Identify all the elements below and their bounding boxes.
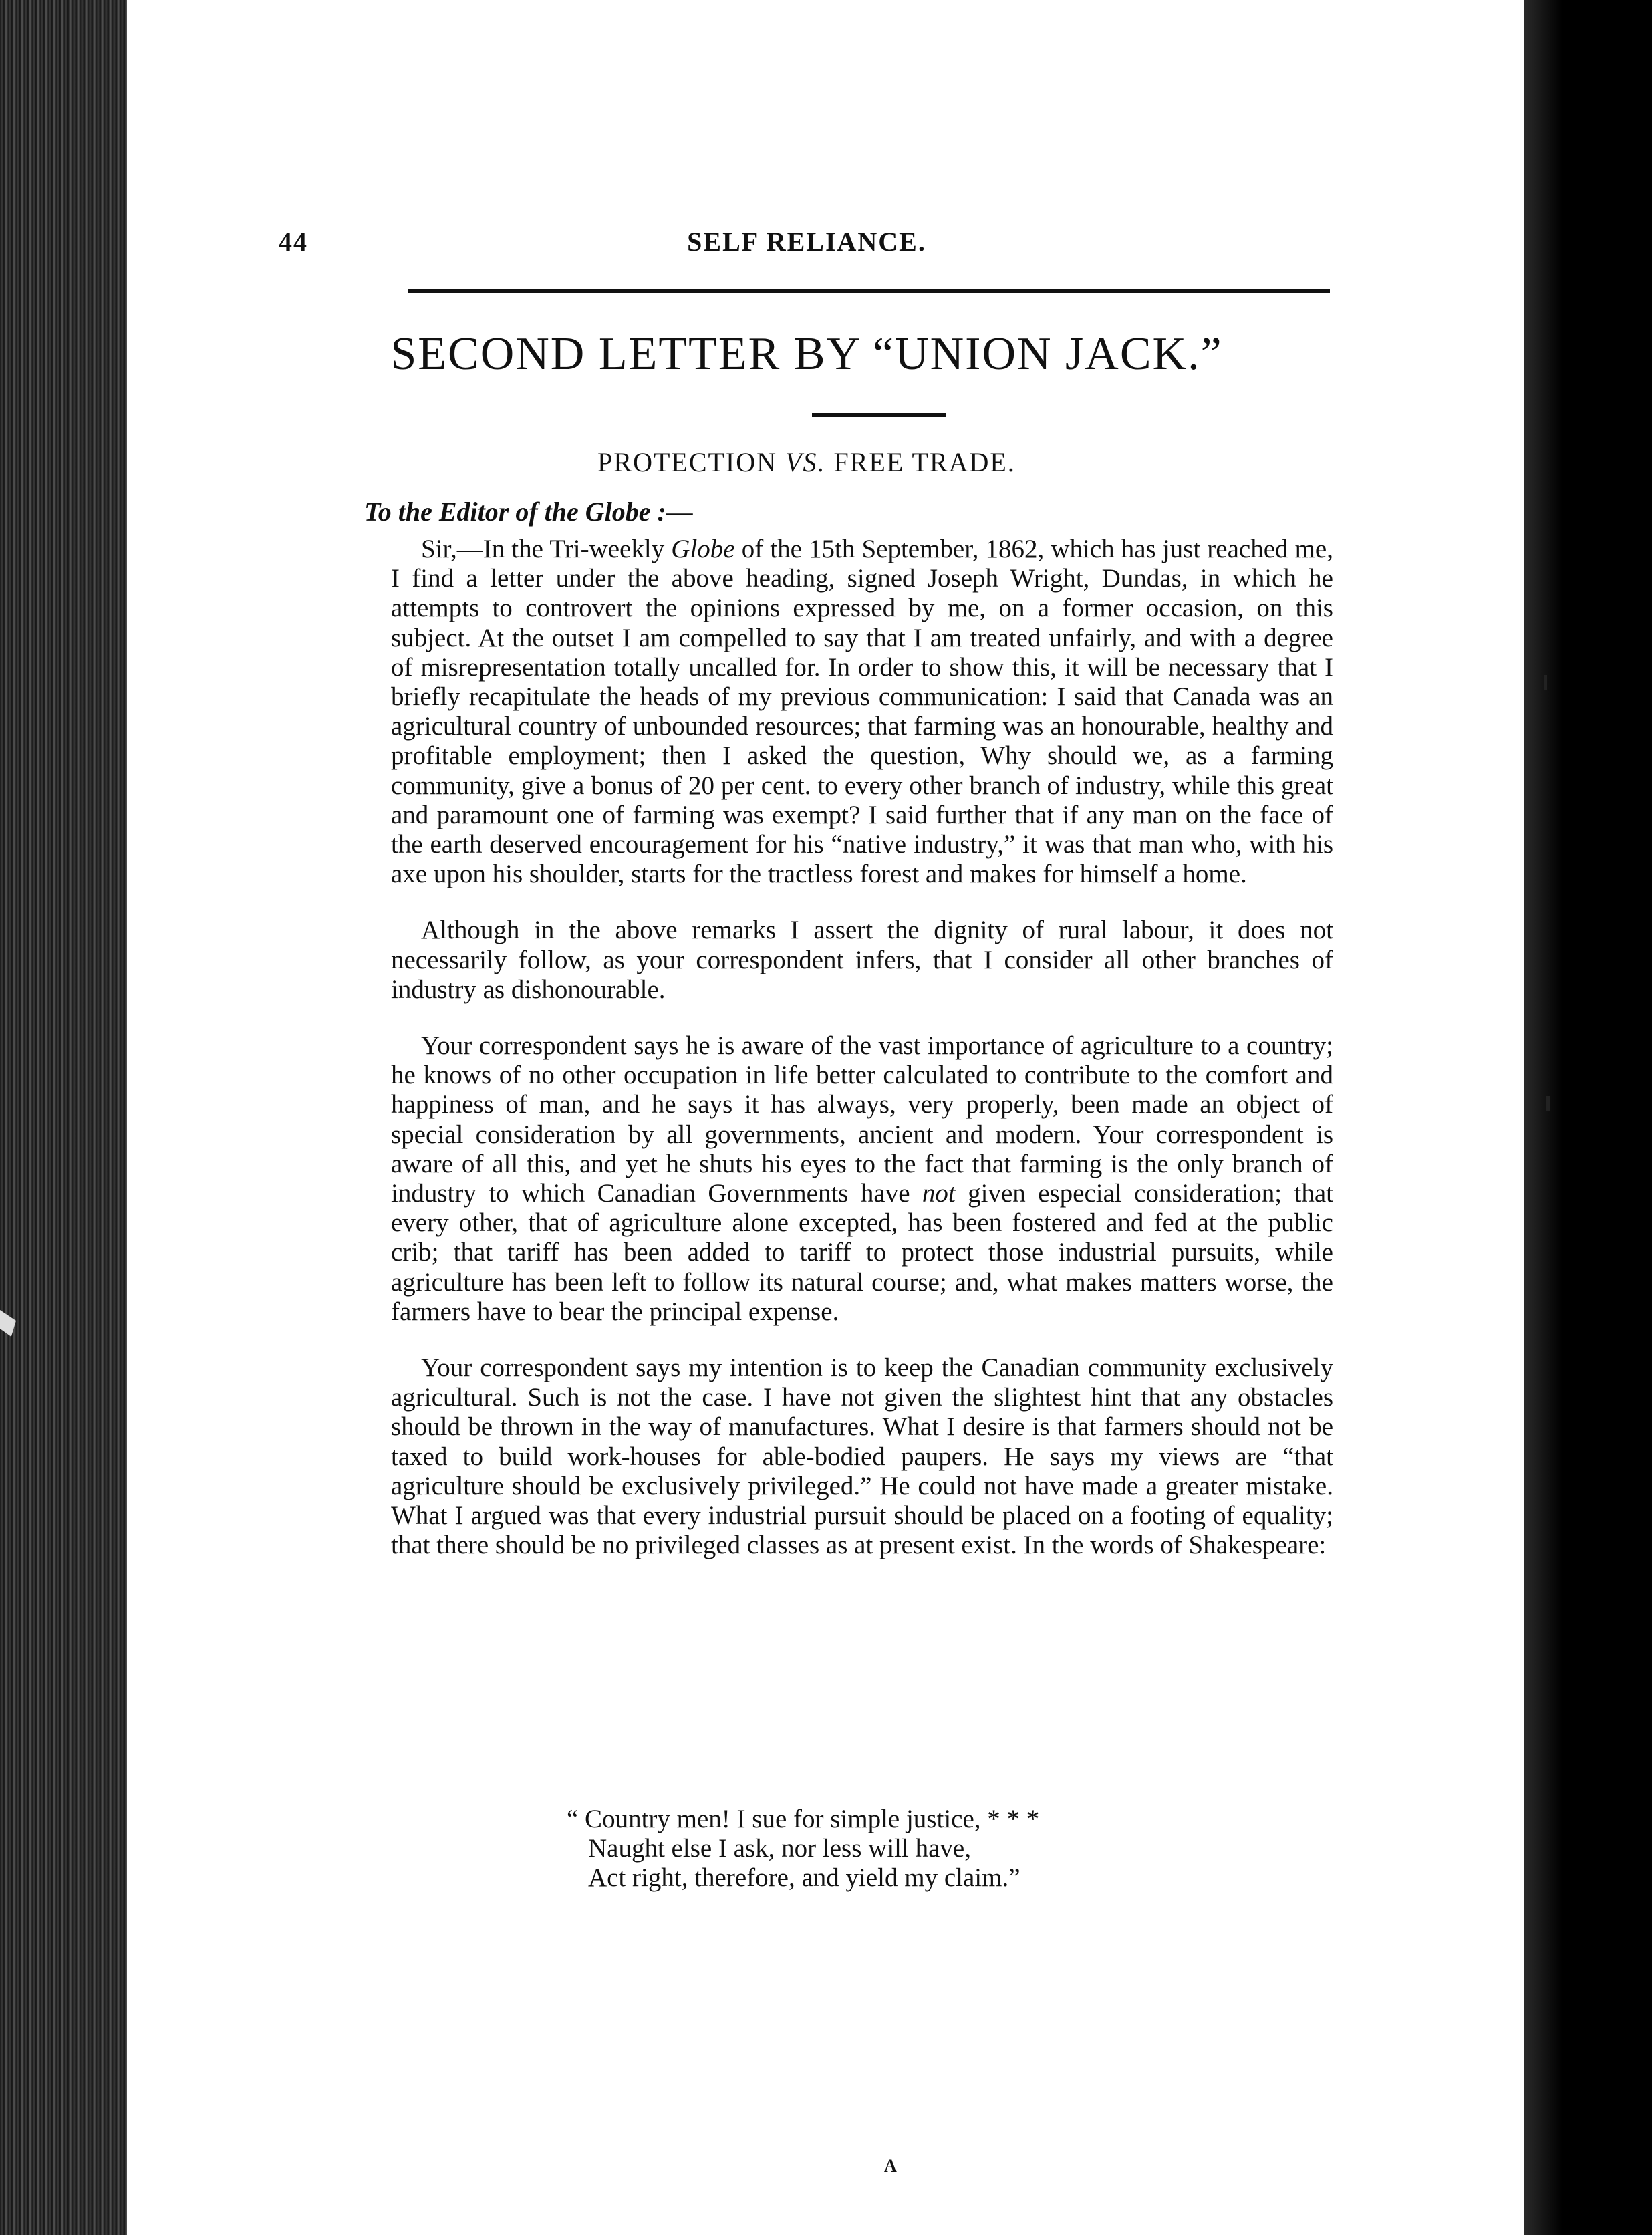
signature-mark: A [884, 2156, 897, 2176]
quote-line-2: Naught else I ask, nor less will have, [588, 1834, 971, 1863]
page-number: 44 [279, 227, 308, 257]
article-title: SECOND LETTER BY “UNION JACK.” [390, 328, 1223, 380]
book-gutter [0, 0, 127, 2235]
paragraph-1 [391, 535, 1333, 889]
subtitle-lead: PROTECTION [597, 447, 786, 477]
letter-body [391, 535, 1333, 1587]
paragraph-4: Your correspondent says my intention is to keep the Canadian community exclusively agricultural. Such is not the case. I have not given the slightest hint that any obstacles should be thrown in the way of manufactures. What I desire is that farmers should not be taxed to build work-houses for able-bodied paupers. He says my views are “that agriculture should be exclusively privileged.” He could not have made a greater mistake. What I argued was that every industrial pursuit should be placed on a footing of equality; that there should be no privileged classes as at present exist. In the words of Shakespeare: [391, 1353, 1333, 1560]
paragraph-1-lead: Sir,—In the Tri-weekly [421, 535, 672, 563]
article-subtitle [279, 446, 1335, 478]
subtitle-vs: VS. [785, 447, 826, 477]
paragraph-3 [391, 1031, 1333, 1327]
quote-line-1: “ Country men! I sue for simple justice, * * * [567, 1805, 1040, 1833]
paragraph-1-globe: Globe [671, 535, 735, 563]
subtitle-tail: FREE TRADE. [825, 447, 1016, 477]
paragraph-3-after: given especial consideration; that every other, that of agriculture alone excepted, has been fostered and fed at the public crib; that tariff has been added to tariff to protect those industrial pursuits, while agriculture has been left to follow its natural course; and, what makes matters worse, the farmers have to bear the principal expense. [391, 1179, 1334, 1326]
salutation: To the Editor of the Globe :— [364, 497, 693, 527]
scan-speck [1546, 1096, 1550, 1111]
shakespeare-quote [567, 1805, 1235, 1893]
paragraph-1-text: of the 15th September, 1862, which has just reached me, I find a letter under the above heading, signed Joseph Wright, Dundas, in which he attempts to controvert the opinions expressed by me, on a former occasion, on this subject. At the outset I am compelled to say that I am treated unfairly, and with a degree of misrepresentation totally uncalled for. In order to show this, it will be necessary that I briefly recapitulate the heads of my previous communication: I said that Canada was an agricultural country of unbounded resources; that farming was an honourable, healthy and profitable employment; then I asked the question, Why should we, as a farming community, give a bonus of 20 per cent. to every other branch of industry, while this great and paramount one of farming was exempt? I said further that if any man on the face of the earth deserved encouragement for his “native industry,” it was that man who, with his axe upon his shoulder, starts for the tractless forest and makes for himself a home. [391, 535, 1333, 889]
paragraph-3-not: not [922, 1179, 956, 1208]
running-title: SELF RELIANCE. [687, 227, 926, 257]
page-header [279, 226, 1335, 266]
scan-speck [1544, 675, 1547, 690]
quote-line-3: Act right, therefore, and yield my claim.” [588, 1863, 1020, 1892]
paragraph-3-before: Your correspondent says he is aware of the vast importance of agriculture to a country; he knows of no other occupation in life better calculated to contribute to the comfort and happiness of man, and he says it has always, very properly, been made an object of special consideration by all governments, ancient and modern. Your correspondent is aware of all this, and yet he shuts his eyes to the fact that farming is the only branch of industry to which Canadian Governments have [391, 1031, 1333, 1208]
paragraph-2: Although in the above remarks I assert the dignity of rural labour, it does not necessarily follow, as your correspondent infers, that I consider all other branches of industry as dishonourable. [391, 916, 1333, 1004]
title-rule [812, 413, 946, 417]
header-rule [408, 289, 1330, 293]
page-edge [1524, 0, 1652, 2235]
